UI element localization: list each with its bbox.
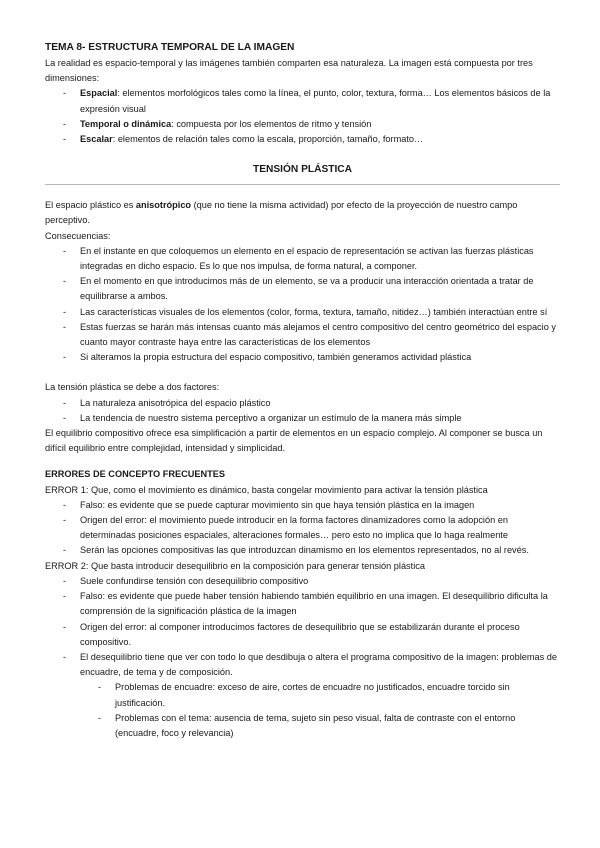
- list-item: - Escalar: elementos de relación tales como la escala, proporción, tamaño, formato…: [45, 132, 560, 147]
- dimensions-list: [45, 86, 560, 147]
- section-divider: [45, 184, 560, 185]
- list-item: - Origen del error: el movimiento puede introducir en la forma factores dinamizadores como la adopción en determinadas posiciones espaciales, alteraciones formales… pero esto no implica que lo haga realmente: [45, 513, 560, 543]
- list-item: - Falso: es evidente que puede haber tensión habiendo también equilibrio en una imagen. El desequilibrio dificulta la comprensión de la significación plástica de la imagen: [45, 589, 560, 619]
- consequences-list: [45, 244, 560, 366]
- page-title: TEMA 8- ESTRUCTURA TEMPORAL DE LA IMAGEN: [45, 42, 295, 53]
- error-2-sublist: [45, 680, 560, 741]
- error-1-statement: ERROR 1: Que, como el movimiento es dinámico, basta congelar movimiento para activar la tensión plástica: [45, 484, 488, 495]
- list-item: - La tendencia de nuestro sistema perceptivo a organizar un estímulo de la manera más simple: [45, 411, 560, 426]
- list-item: - Temporal o dinámica: compuesta por los elementos de ritmo y tensión: [45, 117, 560, 132]
- factors-label: La tensión plástica se debe a dos factores:: [45, 382, 220, 393]
- list-item: - Origen del error: al componer introducimos factores de desequilibrio que se estabilizarán durante el proceso compositivo.: [45, 620, 560, 650]
- anisotropic-paragraph: El espacio plástico es anisotrópico (que no tiene la misma actividad) por efecto de la proyección de nuestro campo perceptivo.: [45, 200, 518, 226]
- list-item: - Problemas con el tema: ausencia de tema, sujeto sin peso visual, falta de contraste con el entorno (encuadre, foco y relevancia): [45, 711, 560, 741]
- consequences-label: Consecuencias:: [45, 230, 111, 241]
- list-item: - En el instante en que coloquemos un elemento en el espacio de representación se activan las fuerzas plásticas integradas en dicho espacio. Es lo que nos impulsa, de forma natural, a componer.: [45, 244, 560, 274]
- list-item: - Problemas de encuadre: exceso de aire, cortes de encuadre no justificados, encuadre torcido sin justificación.: [45, 680, 560, 710]
- list-item: - Falso: es evidente que se puede capturar movimiento sin que haya tensión plástica en la imagen: [45, 498, 560, 513]
- list-item: - Si alteramos la propia estructura del espacio compositivo, también generamos actividad plástica: [45, 350, 560, 365]
- intro-paragraph: La realidad es espacio-temporal y las imágenes también comparten esa naturaleza. La imagen está compuesta por tres dimensiones:: [45, 58, 533, 84]
- errors-heading: ERRORES DE CONCEPTO FRECUENTES: [45, 469, 226, 480]
- spacer: [45, 456, 560, 467]
- list-item: - Las características visuales de los elementos (color, forma, textura, tamaño, nitidez…) también interactúan entre sí: [45, 305, 560, 320]
- list-item: - El desequilibrio tiene que ver con todo lo que desdibuja o altera el programa compositivo de la imagen: problemas de encuadre, de tema y de composición.: [45, 650, 560, 680]
- factors-list: [45, 396, 560, 426]
- error-2-list: [45, 574, 560, 680]
- list-item: - Suele confundirse tensión con desequilibrio compositivo: [45, 574, 560, 589]
- list-item: - En el momento en que introducimos más de un elemento, se va a producir una interacción orientada a tratar de equilibrarse a ambos.: [45, 274, 560, 304]
- list-item: - Estas fuerzas se harán más intensas cuanto más alejamos el centro compositivo del centro geométrico del espacio y cuanto mayor contraste haya entre las características de los elementos: [45, 320, 560, 350]
- section-title: TENSIÓN PLÁSTICA: [252, 164, 353, 176]
- spacer: [45, 365, 560, 380]
- error-1-list: [45, 498, 560, 559]
- list-item: - La naturaleza anisotrópica del espacio plástico: [45, 396, 560, 411]
- error-2-statement: ERROR 2: Que basta introducir desequilibrio en la composición para generar tensión plástica: [45, 560, 425, 571]
- equilibrium-paragraph: El equilibrio compositivo ofrece esa simplificación a partir de elementos en un espacio complejo. Al componer se busca un difícil equilibrio entre complejidad, intensidad y simplicidad.: [45, 428, 543, 454]
- list-item: - Espacial: elementos morfológicos tales como la línea, el punto, color, textura, forma… Los elementos básicos de la expresión visual: [45, 86, 560, 116]
- document-page: [45, 40, 560, 741]
- list-item: - Serán las opciones compositivas las que introduzcan dinamismo en los elementos representados, no al revés.: [45, 543, 560, 558]
